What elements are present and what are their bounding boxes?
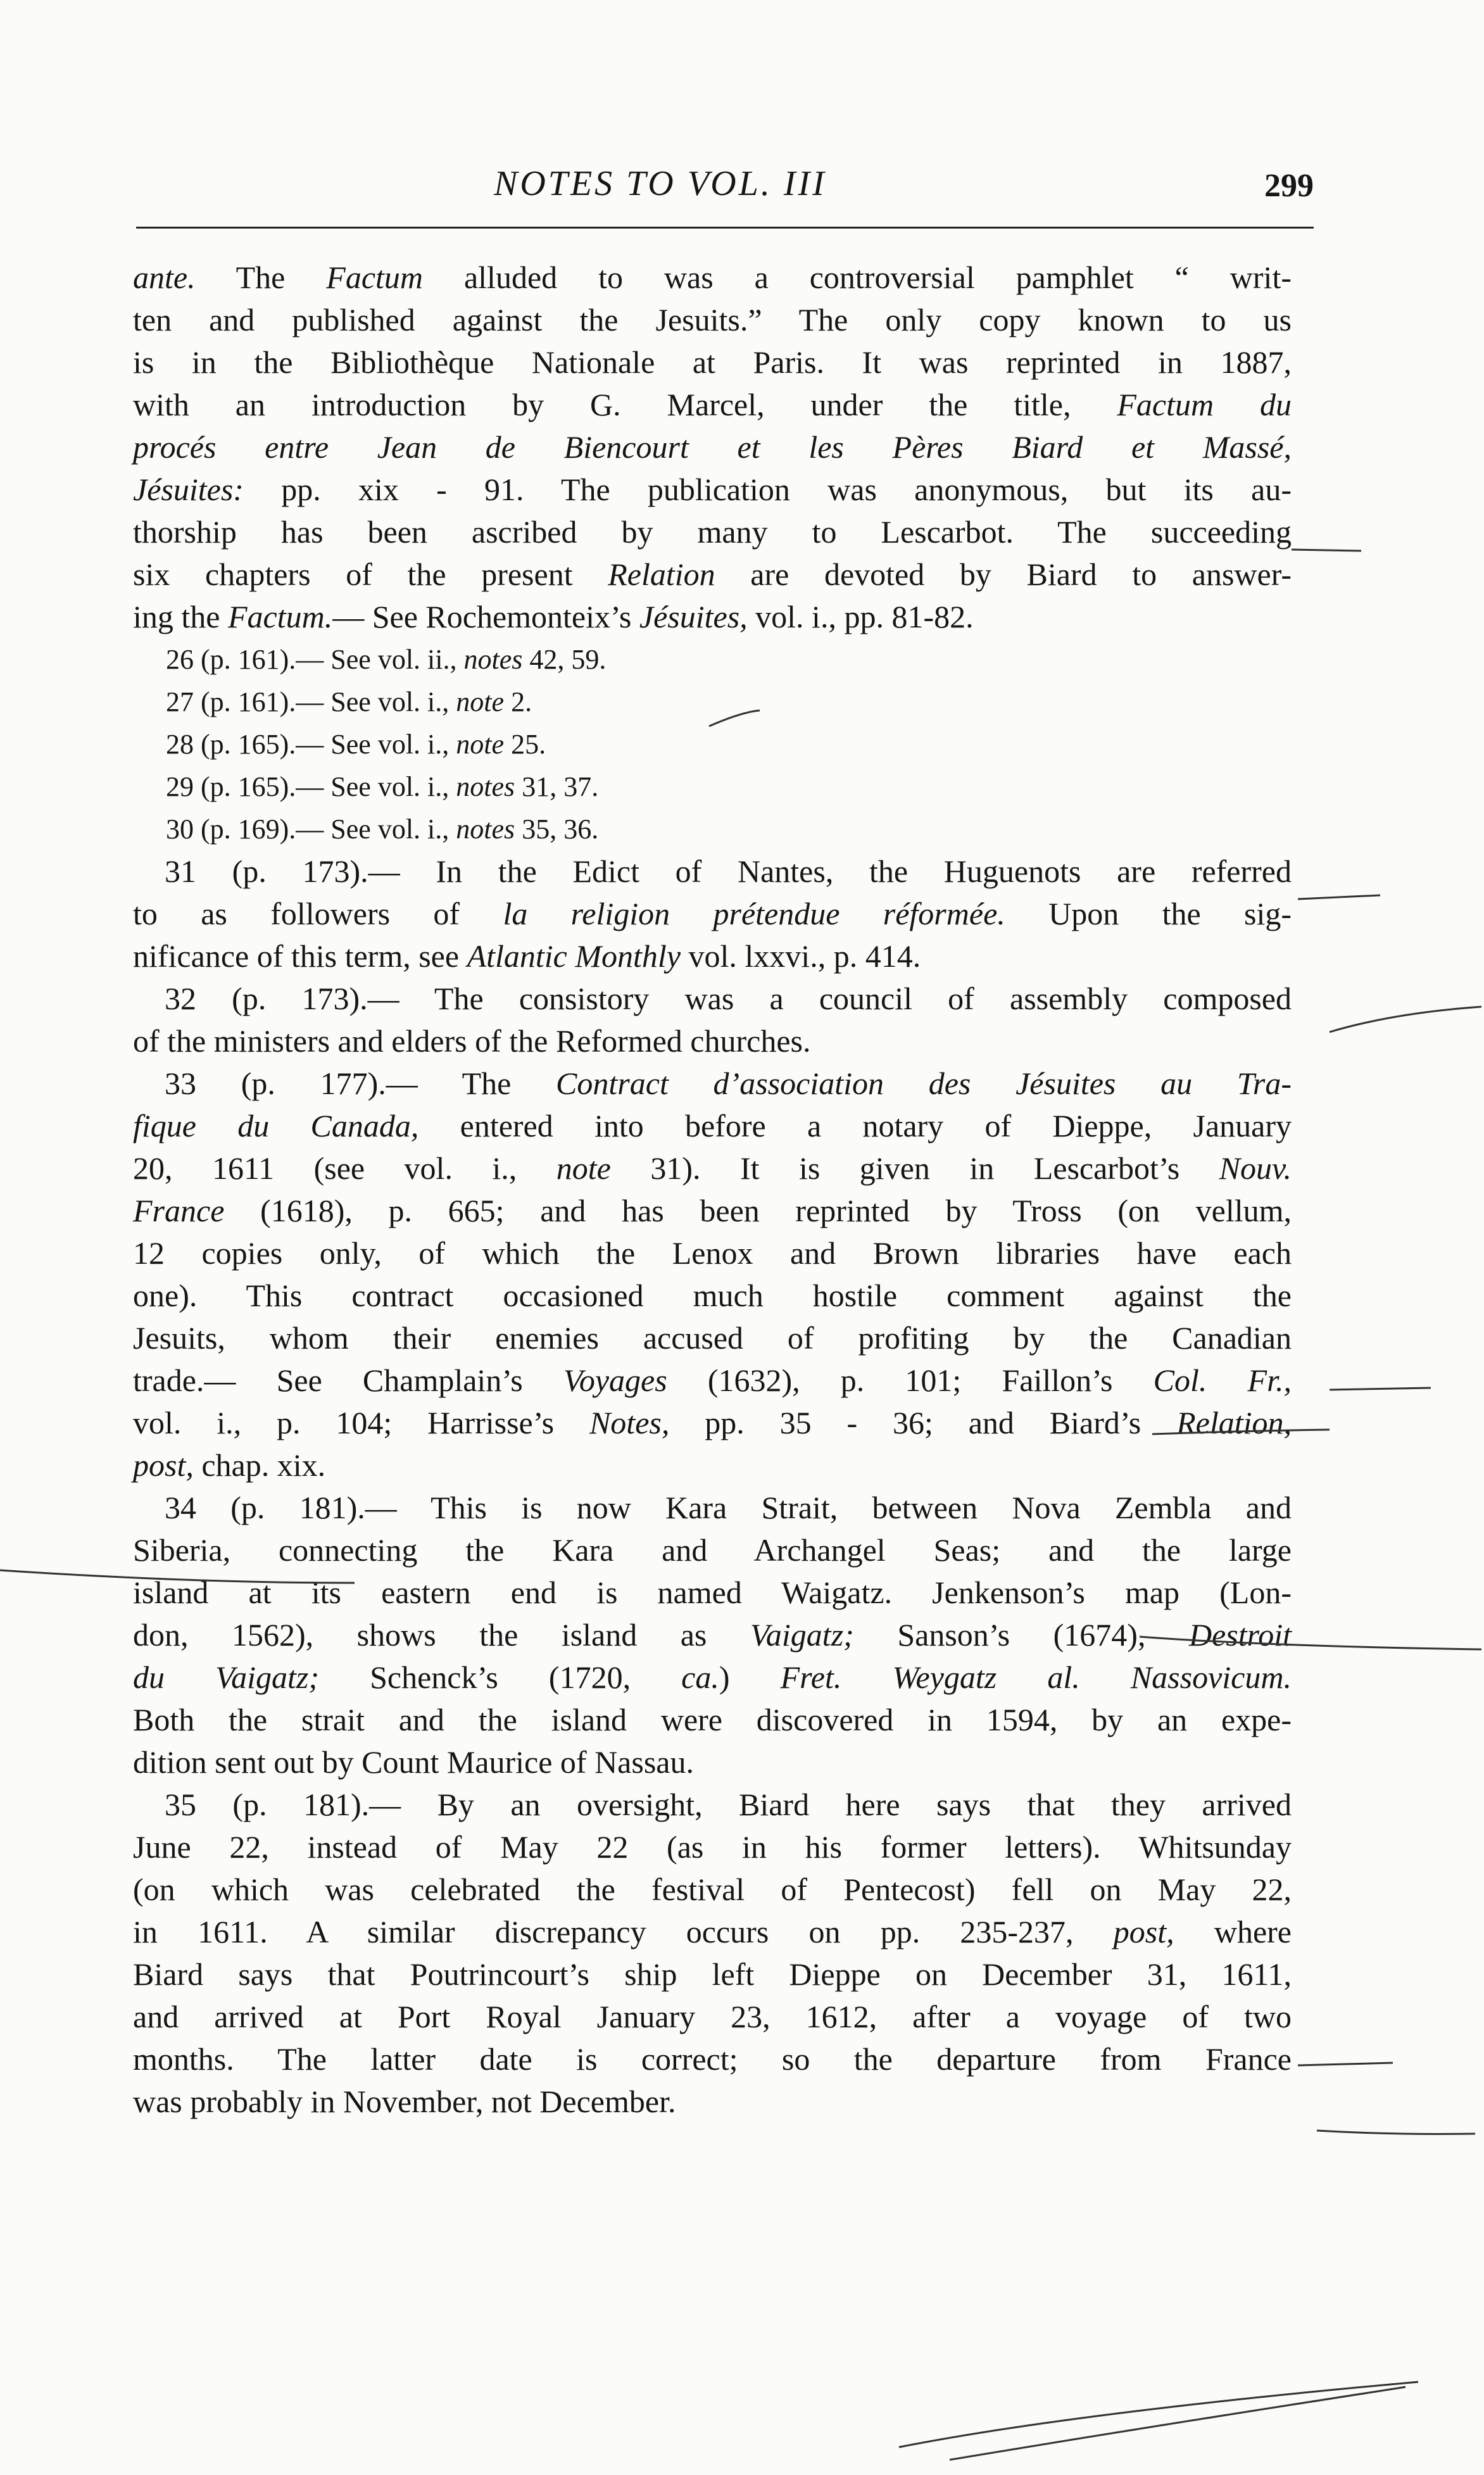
stray-line-10 [899, 2382, 1418, 2447]
text-segment: dition sent out by Count Maurice of Nassau. [133, 1744, 694, 1780]
text-segment: 29 (p. 165).— See vol. i., [166, 771, 456, 802]
text-segment: of the ministers and elders of the Reformed churches. [133, 1023, 811, 1059]
text-segment: where [1174, 1914, 1292, 1949]
italic-segment: procés entre Jean de Biencourt et les Pères Biard et Massé, [133, 429, 1292, 465]
text-segment: was probably in November, not December. [133, 2084, 676, 2119]
italic-segment: Factum [326, 260, 424, 295]
stray-line-12 [709, 710, 760, 726]
text-segment: ten and published against the Jesuits.” The only copy known to us [133, 302, 1292, 337]
italic-segment: notes [463, 644, 523, 675]
italic-segment: Jésuites, [639, 599, 748, 634]
text-segment: 28 (p. 165).— See vol. i., [166, 729, 456, 760]
text-segment: 20, 1611 (see vol. i., [133, 1150, 556, 1186]
italic-segment: Factum. [227, 599, 333, 634]
italic-segment: Jésuites: [133, 472, 244, 507]
text-segment: 35, 36. [515, 814, 599, 845]
italic-segment: post, [133, 1447, 194, 1483]
text-segment: Jesuits, whom their enemies accused of profiting by the Canadian [133, 1320, 1292, 1356]
italic-segment: ante. [133, 260, 196, 295]
italic-segment: Voyages [563, 1363, 667, 1398]
italic-segment: notes [456, 771, 515, 802]
stray-line-4 [1330, 1388, 1431, 1390]
italic-segment: Fret. Weygatz al. Nassovicum. [780, 1659, 1292, 1695]
text-segment: ) [719, 1659, 781, 1695]
text-segment: in 1611. A similar discrepancy occurs on pp. 235-237, [133, 1914, 1114, 1949]
italic-segment: note [456, 686, 505, 717]
text-segment: alluded to was a controversial pamphlet “ writ- [423, 260, 1292, 295]
text-segment: ing the [133, 599, 228, 634]
italic-segment: Destroit [1188, 1617, 1292, 1653]
text-segment: vol. lxxvi., p. 414. [681, 938, 921, 974]
text-segment: Schenck’s (1720, [319, 1659, 682, 1695]
text-segment: 2. [504, 686, 532, 717]
text-segment: entered into before a notary of Dieppe, January [418, 1108, 1292, 1143]
text-segment: — See Rochemonteix’s [332, 599, 639, 634]
text-segment: trade.— See Champlain’s [133, 1363, 563, 1398]
text-segment: is in the Bibliothèque Nationale at Paris. It was reprinted in 1887, [133, 344, 1292, 380]
stray-line-2 [1298, 895, 1380, 899]
running-header: NOTES TO VOL. III [494, 164, 827, 203]
text-segment: 32 (p. 173).— The consistory was a council of assembly composed [165, 981, 1292, 1016]
text-segment: pp. xix - 91. The publication was anonymous, but its au- [243, 472, 1292, 507]
text-segment: Upon the sig- [1005, 896, 1292, 931]
italic-segment: du Vaigatz; [133, 1659, 319, 1695]
italic-segment: note [556, 1150, 611, 1186]
text-segment: 27 (p. 161).— See vol. i., [166, 686, 456, 717]
text-segment: 33 (p. 177).— The [165, 1066, 556, 1101]
stray-line-7 [1140, 1637, 1481, 1649]
italic-segment: notes [456, 814, 515, 845]
italic-segment: la religion prétendue réformée. [503, 896, 1005, 931]
text-segment: Both the strait and the island were discovered in 1594, by an expe- [133, 1702, 1292, 1737]
stray-line-8 [1298, 2063, 1393, 2065]
italic-segment: Factum du [1117, 387, 1292, 422]
text-segment: 26 (p. 161).— See vol. ii., [166, 644, 464, 675]
text-segment: vol. i., p. 104; Harrisse’s [133, 1405, 589, 1440]
text-segment: 30 (p. 169).— See vol. i., [166, 814, 456, 845]
text-segment: 35 (p. 181).— By an oversight, Biard here says that they arrived [165, 1787, 1292, 1822]
italic-segment: ca. [681, 1659, 719, 1695]
italic-segment: Notes, [589, 1405, 670, 1440]
text-segment: 25. [504, 729, 546, 760]
text-segment: 42, 59. [522, 644, 607, 675]
text-segment: Biard says that Poutrincourt’s ship left Dieppe on December 31, 1611, [133, 1956, 1292, 1992]
text-segment: months. The latter date is correct; so the departure from France [133, 2041, 1292, 2077]
italic-segment: Relation [608, 557, 715, 592]
text-segment: thorship has been ascribed by many to Lescarbot. The succeeding [133, 514, 1292, 550]
stray-line-5 [1152, 1430, 1330, 1434]
stray-line-11 [950, 2387, 1405, 2460]
text-segment: 31). It is given in Lescarbot’s [610, 1150, 1219, 1186]
stray-line-3 [1330, 1007, 1481, 1032]
text-segment: island at its eastern end is named Waigatz. Jenkenson’s map (Lon- [133, 1575, 1292, 1610]
italic-segment: Nouv. [1219, 1150, 1292, 1186]
text-segment: Siberia, connecting the Kara and Archangel Seas; and the large [133, 1532, 1292, 1568]
italic-segment: fique du Canada, [133, 1108, 419, 1143]
text-segment: 34 (p. 181).— This is now Kara Strait, between Nova Zembla and [165, 1490, 1292, 1525]
text-segment: pp. 35 - 36; and Biard’s [669, 1405, 1177, 1440]
italic-segment: Contract d’association des Jésuites au Tra- [556, 1066, 1292, 1101]
stray-line-6 [0, 1570, 355, 1583]
text-segment: are devoted by Biard to answer- [715, 557, 1292, 592]
page-number: 299 [1264, 168, 1314, 204]
text-segment: with an introduction by G. Marcel, under the title, [133, 387, 1117, 422]
text-segment: nificance of this term, see [133, 938, 467, 974]
text-segment: vol. i., pp. 81-82. [747, 599, 974, 634]
italic-segment: note [456, 729, 505, 760]
text-segment: The [195, 260, 327, 295]
stray-line-1 [1292, 550, 1361, 551]
italic-segment: post, [1113, 1914, 1174, 1949]
italic-segment: Relation, [1176, 1405, 1292, 1440]
text-segment: six chapters of the present [133, 557, 608, 592]
text-segment: don, 1562), shows the island as [133, 1617, 750, 1653]
text-segment: to as followers of [133, 896, 503, 931]
italic-segment: Col. Fr., [1153, 1363, 1292, 1398]
italic-segment: France [133, 1193, 225, 1228]
text-segment: and arrived at Port Royal January 23, 1612, after a voyage of two [133, 1999, 1292, 2034]
text-segment: 31, 37. [515, 771, 599, 802]
text-segment: 12 copies only, of which the Lenox and Brown libraries have each [133, 1235, 1292, 1271]
text-segment: 31 (p. 173).— In the Edict of Nantes, the Huguenots are referred [165, 853, 1292, 889]
text-segment: one). This contract occasioned much hostile comment against the [133, 1278, 1292, 1313]
text-segment: (1618), p. 665; and has been reprinted by Tross (on vellum, [224, 1193, 1292, 1228]
text-segment: (1632), p. 101; Faillon’s [667, 1363, 1154, 1398]
italic-segment: Atlantic Monthly [467, 938, 681, 974]
text-segment: Sanson’s (1674), [853, 1617, 1189, 1653]
text-segment: (on which was celebrated the festival of Pentecost) fell on May 22, [133, 1872, 1292, 1907]
stray-line-9 [1317, 2131, 1475, 2134]
text-segment: June 22, instead of May 22 (as in his former letters). Whitsunday [133, 1829, 1292, 1865]
italic-segment: Vaigatz; [750, 1617, 854, 1653]
text-segment: chap. xix. [193, 1447, 326, 1483]
